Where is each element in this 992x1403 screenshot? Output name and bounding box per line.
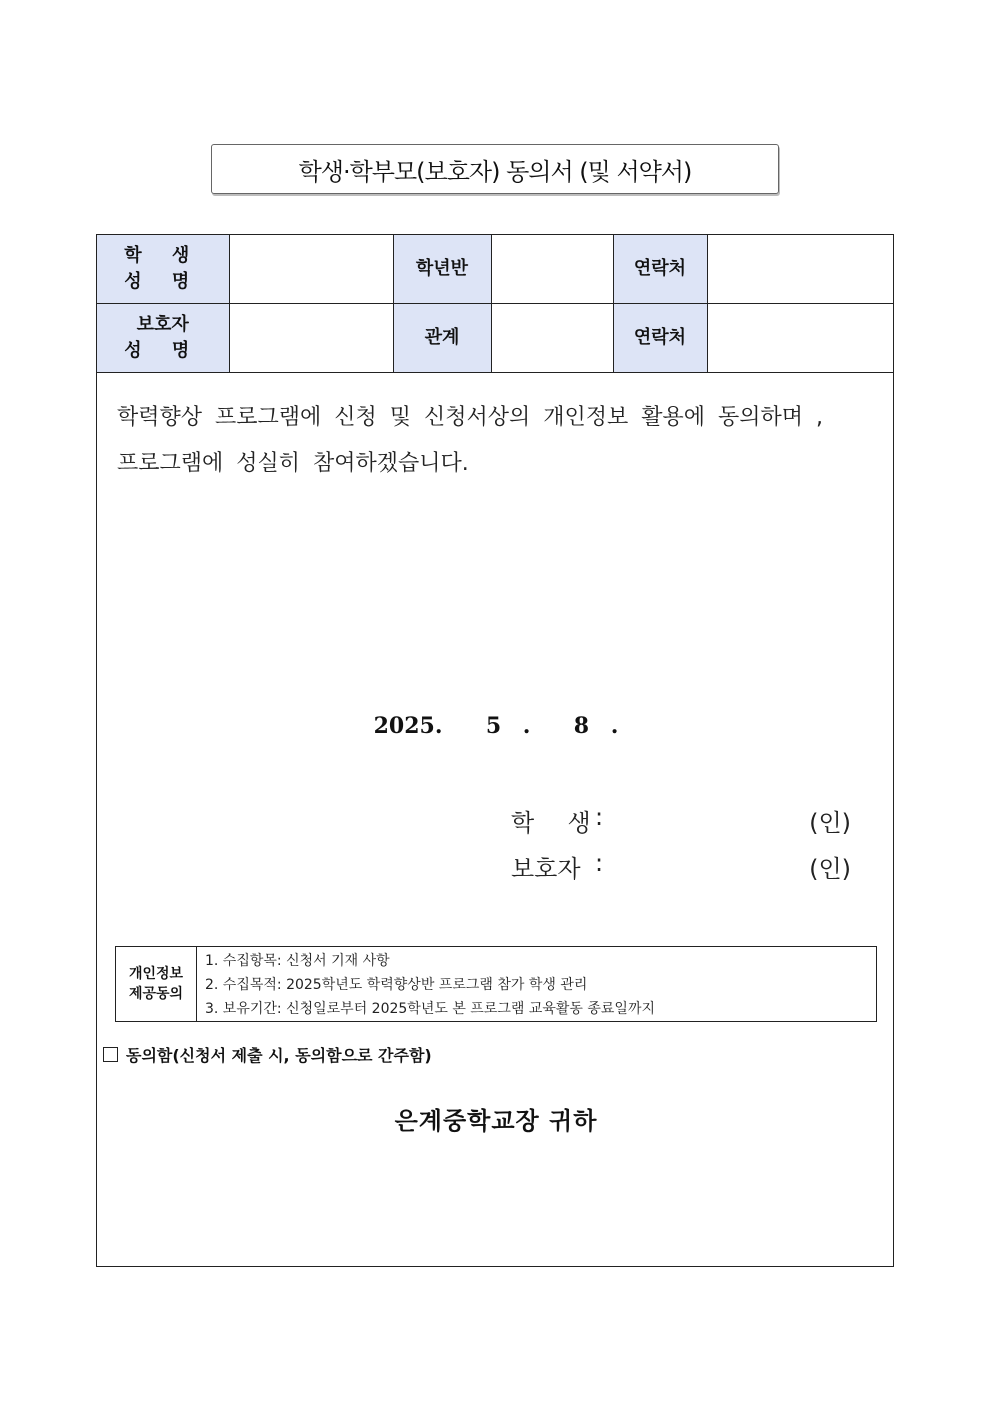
info-table: [97, 235, 893, 373]
guardian-contact-label: 연락처: [613, 304, 707, 373]
privacy-label: 개인정보 제공동의: [116, 947, 197, 1021]
recipient: 은계중학교장 귀하: [394, 1106, 598, 1135]
list-item: 1. 수집항목: 신청서 기재 사항: [205, 953, 390, 969]
signature-colon: :: [595, 849, 604, 877]
form-frame: [96, 234, 894, 1267]
guardian-name-field[interactable]: [229, 304, 393, 373]
list-item: 3. 보유기간: 신청일로부터 2025학년도 본 프로그램 교육활동 종료일까지: [205, 1001, 656, 1017]
table-row: [97, 304, 893, 373]
student-name-label: 학 생 성 명: [97, 235, 229, 304]
agree-checkbox-row[interactable]: [103, 1043, 432, 1066]
grade-class-field[interactable]: [491, 235, 613, 304]
privacy-items: [197, 947, 655, 1021]
guardian-name-label: 보호자 성 명: [97, 304, 229, 373]
document-title: 학생·학부모(보호자) 동의서 (및 서약서): [211, 144, 779, 194]
agree-label: 동의함(신청서 제출 시, 동의함으로 간주함): [126, 1046, 432, 1065]
guardian-contact-field[interactable]: [707, 304, 893, 373]
student-contact-label: 연락처: [613, 235, 707, 304]
signature-name: 보호자: [511, 855, 581, 883]
consent-text: [117, 395, 897, 487]
consent-line: 프로그램에 성실히 참여하겠습니다.: [117, 451, 469, 476]
relation-label: 관계: [393, 304, 491, 373]
date: 2025. 5 . 8 .: [373, 713, 619, 739]
seal-mark: (인): [809, 809, 851, 837]
seal-mark: (인): [809, 855, 851, 883]
consent-line: 학력향상 프로그램에 신청 및 신청서상의 개인정보 활용에 동의하며 ,: [117, 405, 823, 430]
agree-checkbox[interactable]: [103, 1047, 118, 1062]
student-name-field[interactable]: [229, 235, 393, 304]
relation-field[interactable]: [491, 304, 613, 373]
table-row: [97, 235, 893, 304]
signature-colon: :: [595, 803, 604, 831]
signature-name: 학 생: [511, 809, 597, 837]
list-item: 2. 수집목적: 2025학년도 학력향상반 프로그램 참가 학생 관리: [205, 977, 588, 993]
grade-class-label: 학년반: [393, 235, 491, 304]
privacy-consent-box: [115, 946, 877, 1022]
student-contact-field[interactable]: [707, 235, 893, 304]
